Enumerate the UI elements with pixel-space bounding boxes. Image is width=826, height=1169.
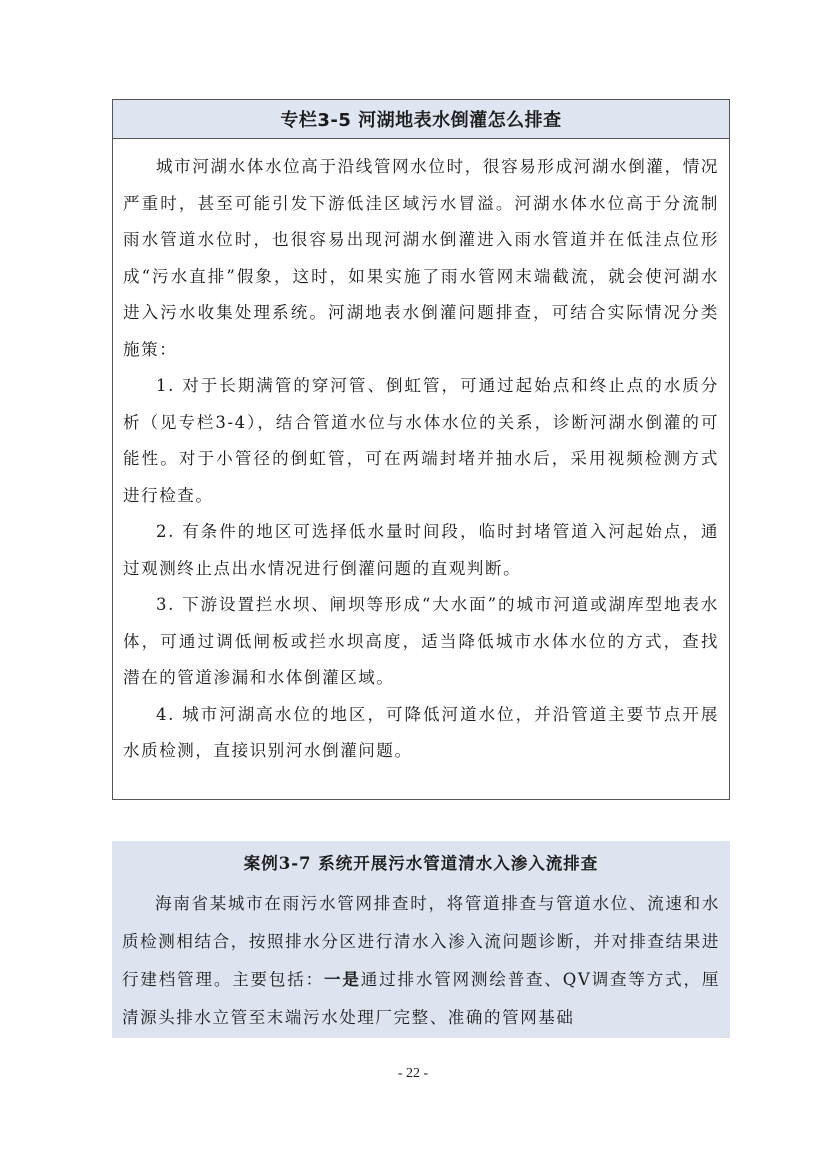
case-title: 案例3-7 系统开展污水管道清水入渗入流排查 — [243, 854, 599, 873]
sidebar-paragraph: 4. 城市河湖高水位的地区，可降低河道水位，并沿管道主要节点开展水质检测，直接识别河水倒灌问题。 — [123, 704, 719, 760]
sidebar-paragraph: 城市河湖水体水位高于沿线管网水位时，很容易形成河湖水倒灌，情况严重时，甚至可能引发下游低洼区域污水冒溢。河湖水体水位高于分流制雨水管道水位时，也很容易出现河湖水倒灌进入雨水管道并在低洼点位形成“污水直排”假象，这时，如果实施了雨水管网末端截流，就会使河湖水进入污水收集处理系统。河湖地表水倒灌问题排查，可结合实际情况分类施策： — [123, 157, 719, 359]
case-emphasis: 一是 — [324, 970, 361, 989]
sidebar-paragraph: 2. 有条件的地区可选择低水量时间段，临时封堵管道入河起始点，通过观测终止点出水情况进行倒灌问题的直观判断。 — [123, 522, 719, 578]
case-intro: 海南省某城市在雨污水管网排查时，将管道排查与管道水位、流速和水质检测相结合，按照排水分区进行清水入渗入流问题诊断，并对排查结果进行建档管理。主要包括： — [122, 894, 720, 989]
case-paragraph — [122, 885, 720, 1037]
sidebar-body — [113, 139, 729, 770]
case-continuation: 通过排水管网测绘普查、QV调查等方式，厘清源头排水立管至末端污水处理厂完整、准确的管网基础 — [122, 970, 720, 1027]
sidebar-box — [112, 99, 730, 800]
page-number: - 22 - — [397, 1066, 429, 1081]
case-study-box — [112, 841, 730, 1038]
sidebar-title: 专栏3-5 河湖地表水倒灌怎么排查 — [113, 100, 729, 139]
sidebar-paragraph: 3. 下游设置拦水坝、闸坝等形成“大水面”的城市河道或湖库型地表水体，可通过调低闸板或拦水坝高度，适当降低城市水体水位的方式，查找潜在的管道渗漏和水体倒灌区域。 — [123, 595, 719, 687]
sidebar-paragraph: 1. 对于长期满管的穿河管、倒虹管，可通过起始点和终止点的水质分析（见专栏3-4），结合管道水位与水体水位的关系，诊断河湖水倒灌的可能性。对于小管径的倒虹管，可在两端封堵并抽水后，采用视频检测方式进行检查。 — [123, 376, 719, 505]
